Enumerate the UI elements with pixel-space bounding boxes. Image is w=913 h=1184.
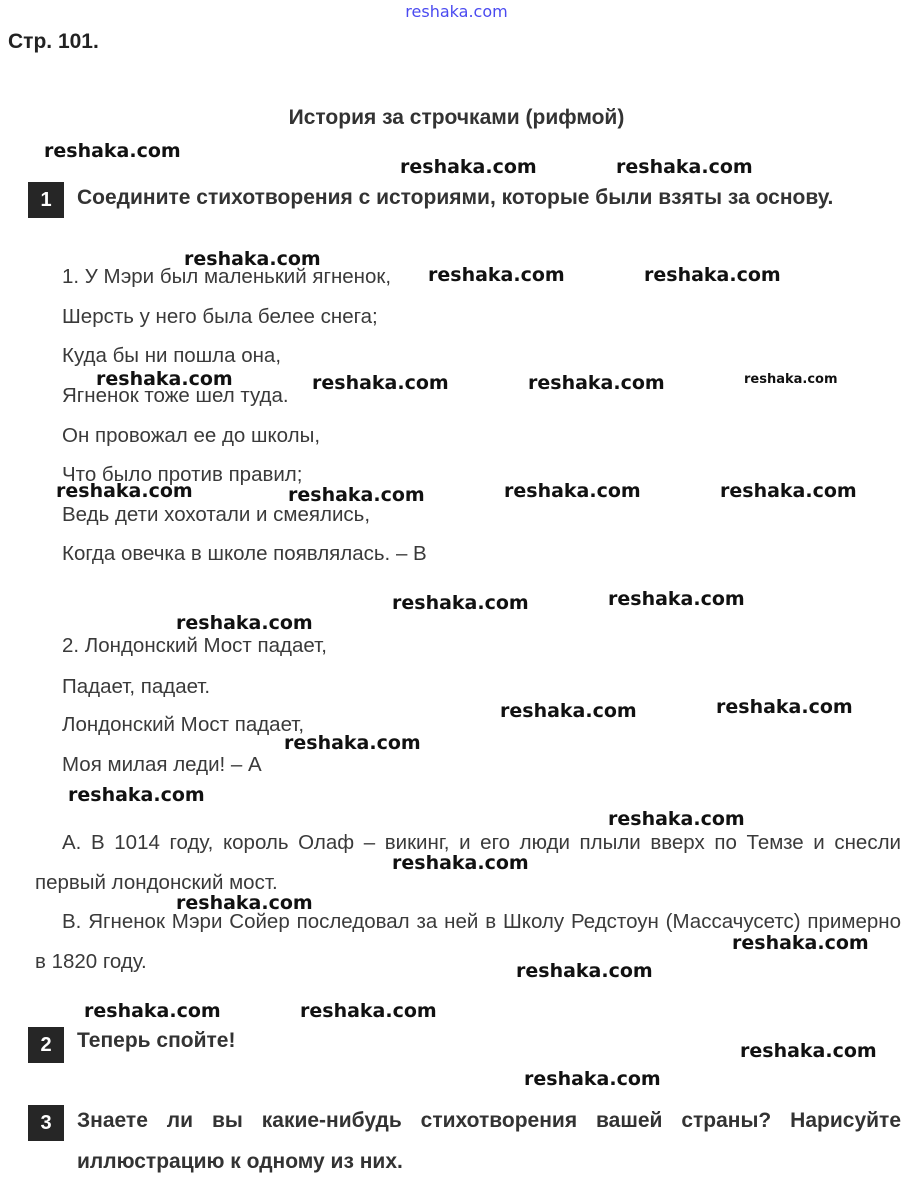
watermark: reshaka.com [644,264,781,286]
task-instruction: Теперь спойте! [77,1029,236,1052]
watermark: reshaka.com [740,1040,877,1062]
watermark: reshaka.com [608,588,745,610]
watermark: reshaka.com [428,264,565,286]
poem-line: Моя милая леди! – А [62,753,262,776]
watermark: reshaka.com [732,932,869,954]
poem-line: Ведь дети хохотали и смеялись, [62,503,371,526]
section-title: История за строчками (рифмой) [288,106,625,129]
watermark: reshaka.com [716,696,853,718]
watermark: reshaka.com [44,140,181,162]
watermark: reshaka.com [284,732,421,754]
watermark: reshaka.com [608,808,745,830]
watermark: reshaka.com [184,248,321,270]
poem-line: Падает, падает. [62,675,211,698]
site-link[interactable]: reshaka.com [405,2,508,21]
watermark: reshaka.com [176,612,313,634]
poem-line: Что было против правил; [62,463,303,486]
poem-line: Он провожал ее до школы, [62,424,321,447]
watermark: reshaka.com [616,156,753,178]
task-instruction: Знаете ли вы какие-нибудь стихотворения вашей страны? Нарисуйте иллюстрацию к одному из них. [77,1109,901,1173]
watermark: reshaka.com [68,784,205,806]
watermark: reshaka.com [288,484,425,506]
watermark: reshaka.com [720,480,857,502]
watermark: reshaka.com [312,372,449,394]
poem-line: 2. Лондонский Мост падает, [62,634,327,657]
watermark: reshaka.com [516,960,653,982]
task-number-badge: 1 [28,182,64,218]
page-number: Стр. 101. [8,30,99,53]
watermark: reshaka.com [528,372,665,394]
watermark: reshaka.com [300,1000,437,1022]
watermark: reshaka.com [400,156,537,178]
watermark: reshaka.com [744,372,838,387]
watermark: reshaka.com [84,1000,221,1022]
poem-line: Куда бы ни пошла она, [62,344,282,367]
watermark: reshaka.com [176,892,313,914]
task-number-badge: 3 [28,1105,64,1141]
watermark: reshaka.com [392,592,529,614]
story-paragraph: В. Ягненок Мэри Сойер последовал за ней в Школу Редстоун (Массачусетс) примерно в 1820 году. [35,910,901,973]
poem-line: Когда овечка в школе появлялась. – В [62,542,427,565]
watermark: reshaka.com [96,368,233,390]
watermark: reshaka.com [392,852,529,874]
poem-line: Ягненок тоже шел туда. [62,384,289,407]
watermark: reshaka.com [56,480,193,502]
task-instruction: Соедините стихотворения с историями, которые были взяты за основу. [77,186,834,209]
watermark: reshaka.com [500,700,637,722]
watermark: reshaka.com [504,480,641,502]
task-number-badge: 2 [28,1027,64,1063]
poem-line: 1. У Мэри был маленький ягненок, [62,265,392,288]
poem-line: Шерсть у него была белее снега; [62,305,378,328]
watermark: reshaka.com [524,1068,661,1090]
story-paragraph: А. В 1014 году, король Олаф – викинг, и его люди плыли вверх по Темзе и снесли первый лондонский мост. [35,831,901,894]
poem-line: Лондонский Мост падает, [62,713,305,736]
